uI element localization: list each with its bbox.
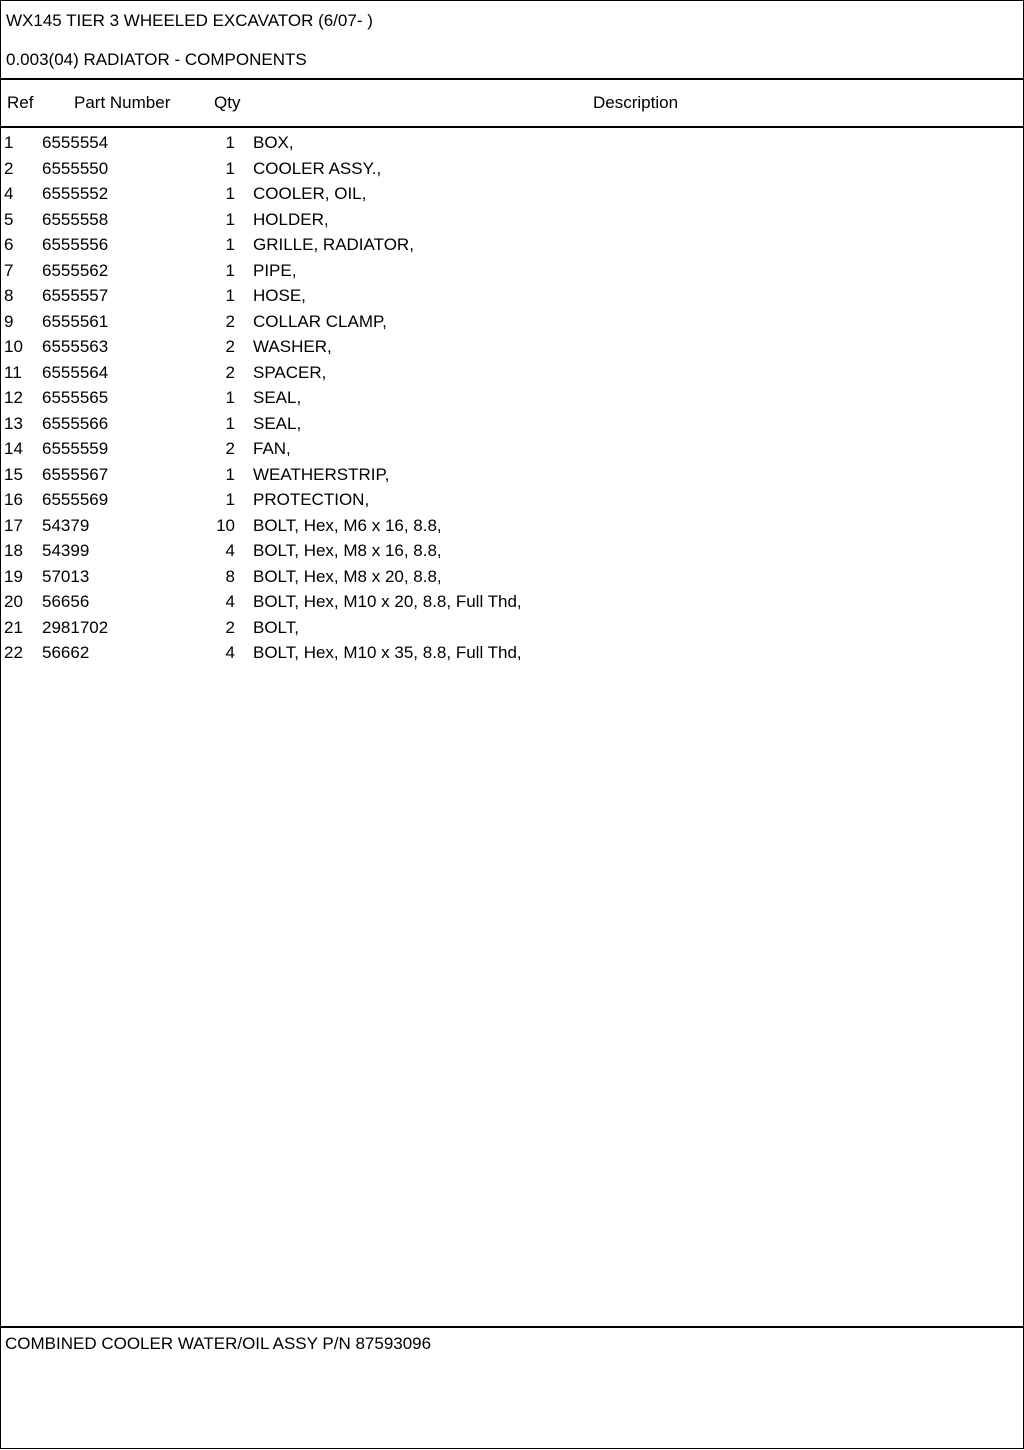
description-cell: SEAL, (253, 413, 302, 433)
ref-cell: 15 (4, 464, 23, 484)
section-title: 0.003(04) RADIATOR - COMPONENTS (6, 50, 307, 69)
part-number-cell: 56662 (42, 643, 90, 662)
qty-cell: 1 (225, 388, 235, 407)
ref-cell: 7 (4, 260, 14, 280)
description-cell: PIPE, (253, 260, 297, 280)
qty-cell: 2 (225, 311, 235, 331)
description-cell: BOLT, Hex, M10 x 20, 8.8, Full Thd, (253, 592, 522, 611)
ref-cell: 18 (4, 541, 23, 560)
table-row (1, 564, 1023, 590)
part-number-cell: 6555561 (42, 311, 109, 331)
ref-cell: 14 (4, 439, 23, 458)
part-number-cell: 54379 (42, 515, 90, 535)
ref-cell: 10 (4, 337, 23, 356)
description-cell: BOLT, Hex, M8 x 20, 8.8, (253, 566, 442, 586)
description-cell: BOLT, Hex, M8 x 16, 8.8, (253, 541, 442, 560)
part-number-cell: 6555550 (42, 158, 109, 178)
table-row (1, 538, 1023, 564)
qty-cell: 1 (225, 158, 235, 178)
part-number-cell: 6555559 (42, 439, 109, 458)
table-row (1, 589, 1023, 615)
table-row (1, 513, 1023, 539)
part-number-cell: 6555556 (42, 235, 109, 254)
qty-cell: 2 (225, 362, 235, 382)
qty-cell: 1 (225, 413, 235, 433)
ref-cell: 11 (4, 362, 22, 382)
qty-cell: 1 (225, 184, 235, 203)
table-row (1, 615, 1023, 641)
qty-cell: 2 (225, 337, 235, 356)
ref-cell: 2 (4, 158, 14, 178)
description-cell: HOLDER, (253, 209, 329, 229)
table-row (1, 181, 1023, 207)
part-number-cell: 56656 (42, 592, 90, 611)
part-number-cell: 6555567 (42, 464, 109, 484)
description-cell: COLLAR CLAMP, (253, 311, 387, 331)
description-cell: FAN, (253, 439, 291, 458)
parts-table-body (1, 130, 1023, 666)
qty-cell: 1 (225, 286, 235, 305)
table-row (1, 436, 1023, 462)
ref-cell: 12 (4, 388, 23, 407)
part-number-cell: 54399 (42, 541, 90, 560)
table-row (1, 411, 1023, 437)
description-cell: HOSE, (253, 286, 306, 305)
part-number-cell: 6555562 (42, 260, 109, 280)
part-number-cell: 6555565 (42, 388, 109, 407)
table-row (1, 156, 1023, 182)
table-row (1, 462, 1023, 488)
table-row (1, 283, 1023, 309)
ref-cell: 19 (4, 566, 23, 586)
qty-cell: 2 (225, 439, 235, 458)
description-cell: WEATHERSTRIP, (253, 464, 390, 484)
part-number-cell: 6555558 (42, 209, 109, 229)
description-cell: BOX, (253, 133, 294, 152)
description-cell: GRILLE, RADIATOR, (253, 235, 414, 254)
ref-cell: 17 (4, 515, 23, 535)
part-number-cell: 6555564 (42, 362, 109, 382)
document-header (1, 1, 1023, 80)
table-row (1, 130, 1023, 156)
ref-cell: 20 (4, 592, 23, 611)
ref-cell: 8 (4, 286, 14, 305)
column-header-row (1, 80, 1023, 128)
qty-cell: 2 (225, 617, 235, 637)
description-cell: COOLER ASSY., (253, 158, 382, 178)
ref-cell: 5 (4, 209, 14, 229)
table-row (1, 360, 1023, 386)
ref-cell: 6 (4, 235, 14, 254)
qty-cell: 1 (225, 490, 235, 509)
table-row (1, 309, 1023, 335)
ref-cell: 21 (4, 617, 23, 637)
table-row (1, 487, 1023, 513)
description-cell: COOLER, OIL, (253, 184, 367, 203)
column-header-part-number: Part Number (74, 93, 171, 112)
qty-cell: 1 (225, 260, 235, 280)
table-row (1, 385, 1023, 411)
footer-note: COMBINED COOLER WATER/OIL ASSY P/N 87593096 (5, 1334, 432, 1353)
qty-cell: 8 (225, 566, 235, 586)
part-number-cell: 6555557 (42, 286, 109, 305)
ref-cell: 13 (4, 413, 23, 433)
ref-cell: 4 (4, 184, 14, 203)
qty-cell: 4 (225, 592, 235, 611)
description-cell: WASHER, (253, 337, 332, 356)
table-row (1, 640, 1023, 666)
ref-cell: 9 (4, 311, 14, 331)
table-row (1, 207, 1023, 233)
qty-cell: 10 (216, 515, 235, 535)
part-number-cell: 6555566 (42, 413, 109, 433)
ref-cell: 1 (4, 133, 14, 152)
part-number-cell: 2981702 (42, 617, 109, 637)
column-header-description: Description (593, 93, 679, 112)
qty-cell: 1 (225, 235, 235, 254)
description-cell: BOLT, Hex, M10 x 35, 8.8, Full Thd, (253, 643, 522, 662)
qty-cell: 1 (225, 464, 235, 484)
description-cell: SPACER, (253, 362, 327, 382)
part-number-cell: 6555563 (42, 337, 109, 356)
machine-title: WX145 TIER 3 WHEELED EXCAVATOR (6/07- ) (6, 11, 373, 30)
part-number-cell: 6555552 (42, 184, 109, 203)
description-cell: PROTECTION, (253, 490, 370, 509)
qty-cell: 4 (225, 643, 235, 662)
table-row (1, 258, 1023, 284)
column-header-qty: Qty (214, 93, 241, 112)
description-cell: BOLT, Hex, M6 x 16, 8.8, (253, 515, 442, 535)
table-row (1, 232, 1023, 258)
qty-cell: 1 (225, 209, 235, 229)
description-cell: SEAL, (253, 388, 302, 407)
description-cell: BOLT, (253, 617, 299, 637)
part-number-cell: 6555569 (42, 490, 109, 509)
qty-cell: 1 (225, 133, 235, 152)
ref-cell: 16 (4, 490, 23, 509)
part-number-cell: 57013 (42, 566, 90, 586)
ref-cell: 22 (4, 643, 23, 662)
column-header-ref: Ref (7, 93, 34, 112)
part-number-cell: 6555554 (42, 133, 109, 152)
qty-cell: 4 (225, 541, 235, 560)
table-row (1, 334, 1023, 360)
footer-notes (1, 1326, 1023, 1450)
